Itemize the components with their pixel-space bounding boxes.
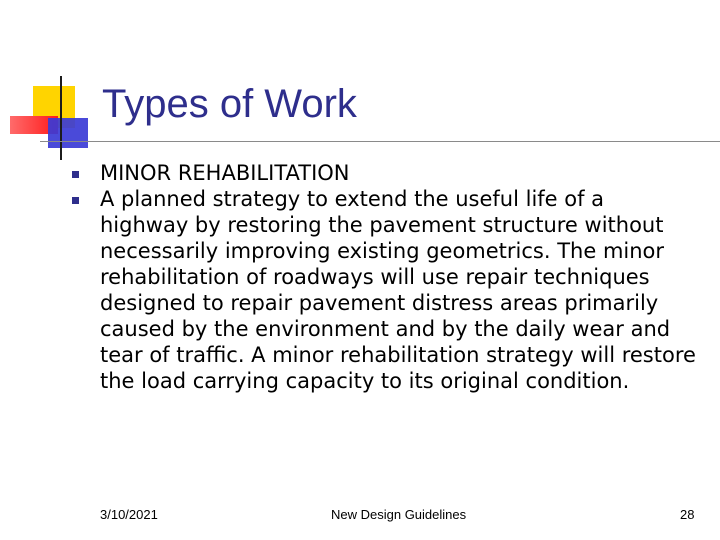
bullet-text: A planned strategy to extend the useful life of a highway by restoring the pavement structure without necessarily improving existing geometrics. The minor rehabilitation of roadways will use repair techniques designed to repair pavement distress areas primarily caused by the environment and by the daily wear and tear of traffic. A minor rehabilitation strategy will restore the load carrying capacity to its original condition.: [100, 187, 696, 393]
title-underline: [40, 141, 720, 142]
footer-date: 3/10/2021: [100, 507, 158, 522]
footer-title: New Design Guidelines: [331, 507, 467, 522]
bullet-text: MINOR REHABILITATION: [100, 161, 350, 185]
bullet-list: [72, 160, 697, 394]
logo-vertical-line: [60, 76, 62, 160]
square-bullet-icon: [72, 171, 79, 178]
slide-title: Types of Work: [102, 82, 357, 126]
square-bullet-icon: [72, 197, 79, 204]
bullet-item: [72, 186, 697, 394]
logo-blue-square: [48, 118, 88, 148]
page-number: 28: [680, 507, 695, 522]
bullet-item: [72, 160, 697, 186]
